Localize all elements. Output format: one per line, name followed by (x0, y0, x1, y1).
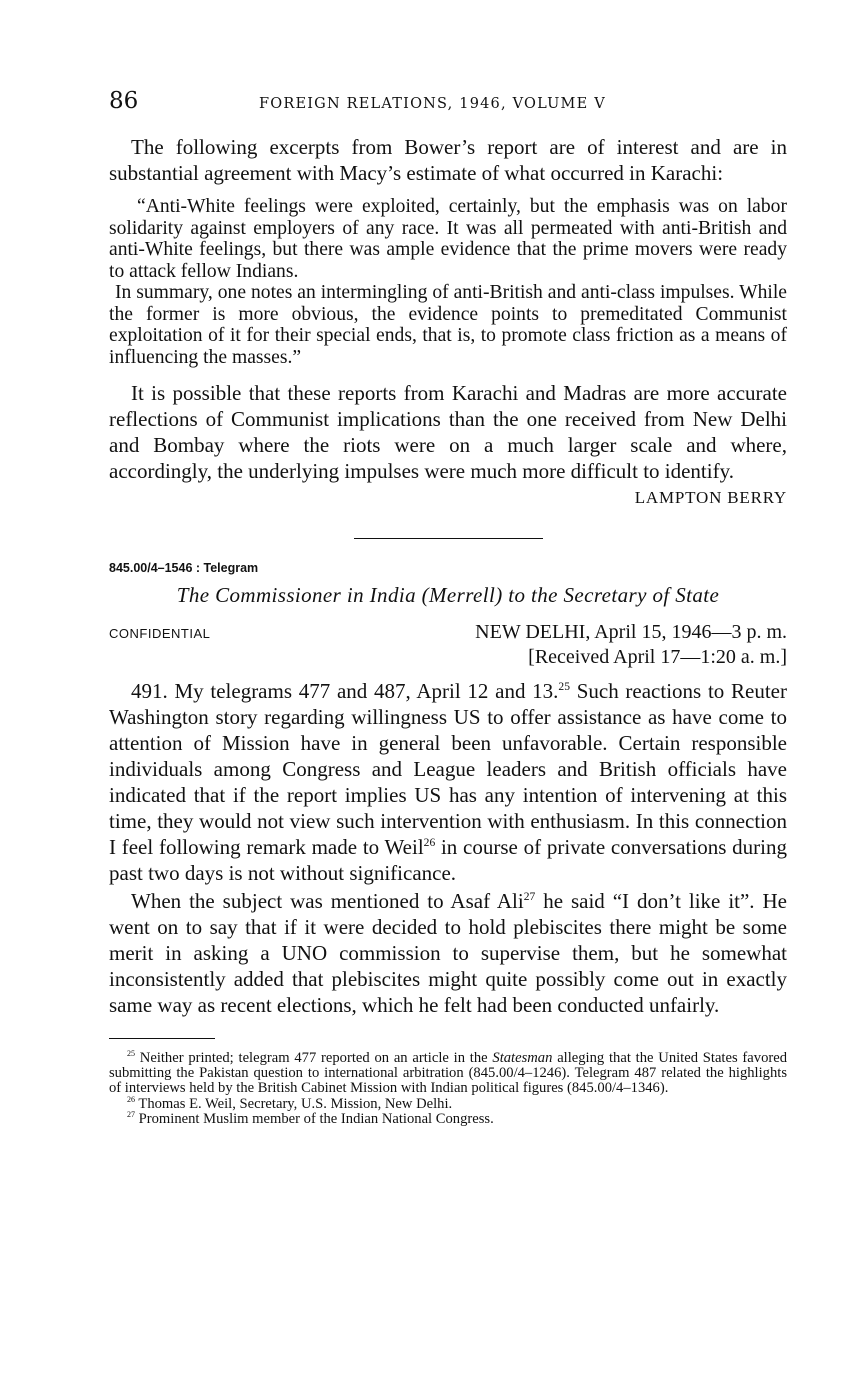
section-divider (354, 538, 543, 539)
footnote-italic: Statesman (492, 1050, 553, 1066)
page (109, 88, 787, 1127)
telegram-text: 491. My telegrams 477 and 487, April 12 and 13. (131, 679, 559, 703)
footnote-ref-27[interactable]: 27 (523, 891, 536, 903)
footnote-ref-26[interactable]: 26 (423, 837, 436, 849)
intro-paragraph: The following excerpts from Bower’s report are of interest and are in substantial agreement with Macy’s estimate of what occurred in Karachi: (109, 135, 787, 185)
dateline-block (109, 620, 787, 670)
footnote-ref-25[interactable]: 25 (558, 681, 570, 693)
telegram-text: in course of private conversations during past two days is not without significance. (109, 835, 787, 885)
footnote-text: Prominent Muslim member of the Indian National Congress. (135, 1110, 494, 1127)
footnote-27 (109, 1109, 787, 1127)
dates (475, 620, 787, 670)
signature: LAMPTON BERRY (634, 488, 787, 507)
telegram-paragraph-1 (109, 678, 787, 886)
page-number: 86 (109, 88, 139, 114)
footnotes (109, 1051, 787, 1127)
footnote-text: Thomas E. Weil, Secretary, U.S. Mission, New Delhi. (135, 1095, 453, 1112)
quote-paragraph-2: In summary, one notes an intermingling of anti-British and anti-class impulses. While the former is more obvious, the evidence points to premeditated Communist exploitation of it for their special ends, that is, to promote class friction as a means of influencing the masses.” (109, 282, 787, 368)
footnote-text: Neither printed; telegram 477 reported on an article in the (135, 1050, 493, 1066)
telegram-text: Such reactions to Reuter Washington story regarding willingness US to offer assistance as have come to attention of Mission have in general been unfavorable. Certain responsible individuals among Congress and League leaders and British officials have indicated that if the report implies US has any intention of intervening at this time, they would not view such intervention with enthusiasm. In this connection I feel following remark made to Weil (109, 679, 787, 859)
footnote-26 (109, 1094, 787, 1112)
document-reference: 845.00/4–1546 : Telegram (109, 561, 259, 575)
document-title: The Commissioner in India (Merrell) to the Secretary of State (176, 583, 720, 607)
telegram-text: he said “I don’t like it”. He went on to say that if it were decided to hold plebiscites there might be some merit in asking a UNO commission to supervise them, but he somewhat inconsistently added that plebiscites might quite possibly come out in exactly same way as recent elections, which he felt had been conducted unfairly. (109, 889, 787, 1017)
conclusion-paragraph: It is possible that these reports from Karachi and Madras are more accurate reflections of Communist implications than the one received from New Delhi and Bombay where the riots were on a much larger scale and where, accordingly, the underlying impulses were much more difficult to identify. (109, 381, 787, 483)
telegram-paragraph-2 (109, 888, 787, 1018)
classification-label: CONFIDENTIAL (109, 626, 211, 641)
footnote-text: alleging that the United States favored submitting the Pakistan question to international arbitration (845.00/4–1246). Telegram 487 related the highlights of interviews held by the British Cabinet Mission with Indian political figures (845.00/4–1346). (109, 1050, 787, 1097)
telegram-text: When the subject was mentioned to Asaf Ali (131, 889, 524, 913)
received-dateline: [Received April 17—1:20 a. m.] (528, 646, 787, 668)
footnote-divider (109, 1038, 215, 1039)
running-head: FOREIGN RELATIONS, 1946, VOLUME V (259, 96, 606, 112)
sent-dateline: NEW DELHI, April 15, 1946—3 p. m. (475, 621, 787, 643)
footnote-number: 26 (127, 1094, 136, 1104)
footnote-number: 27 (127, 1109, 136, 1119)
footnote-number: 25 (127, 1049, 136, 1059)
footnote-25 (109, 1051, 787, 1097)
page-header (109, 88, 787, 124)
quote-paragraph-1: “Anti-White feelings were exploited, certainly, but the emphasis was on labor solidarity against employers of any race. It was all permeated with anti-British and anti-White feelings, but there was ample evidence that the prime movers were ready to attack fellow Indians. (109, 196, 787, 282)
